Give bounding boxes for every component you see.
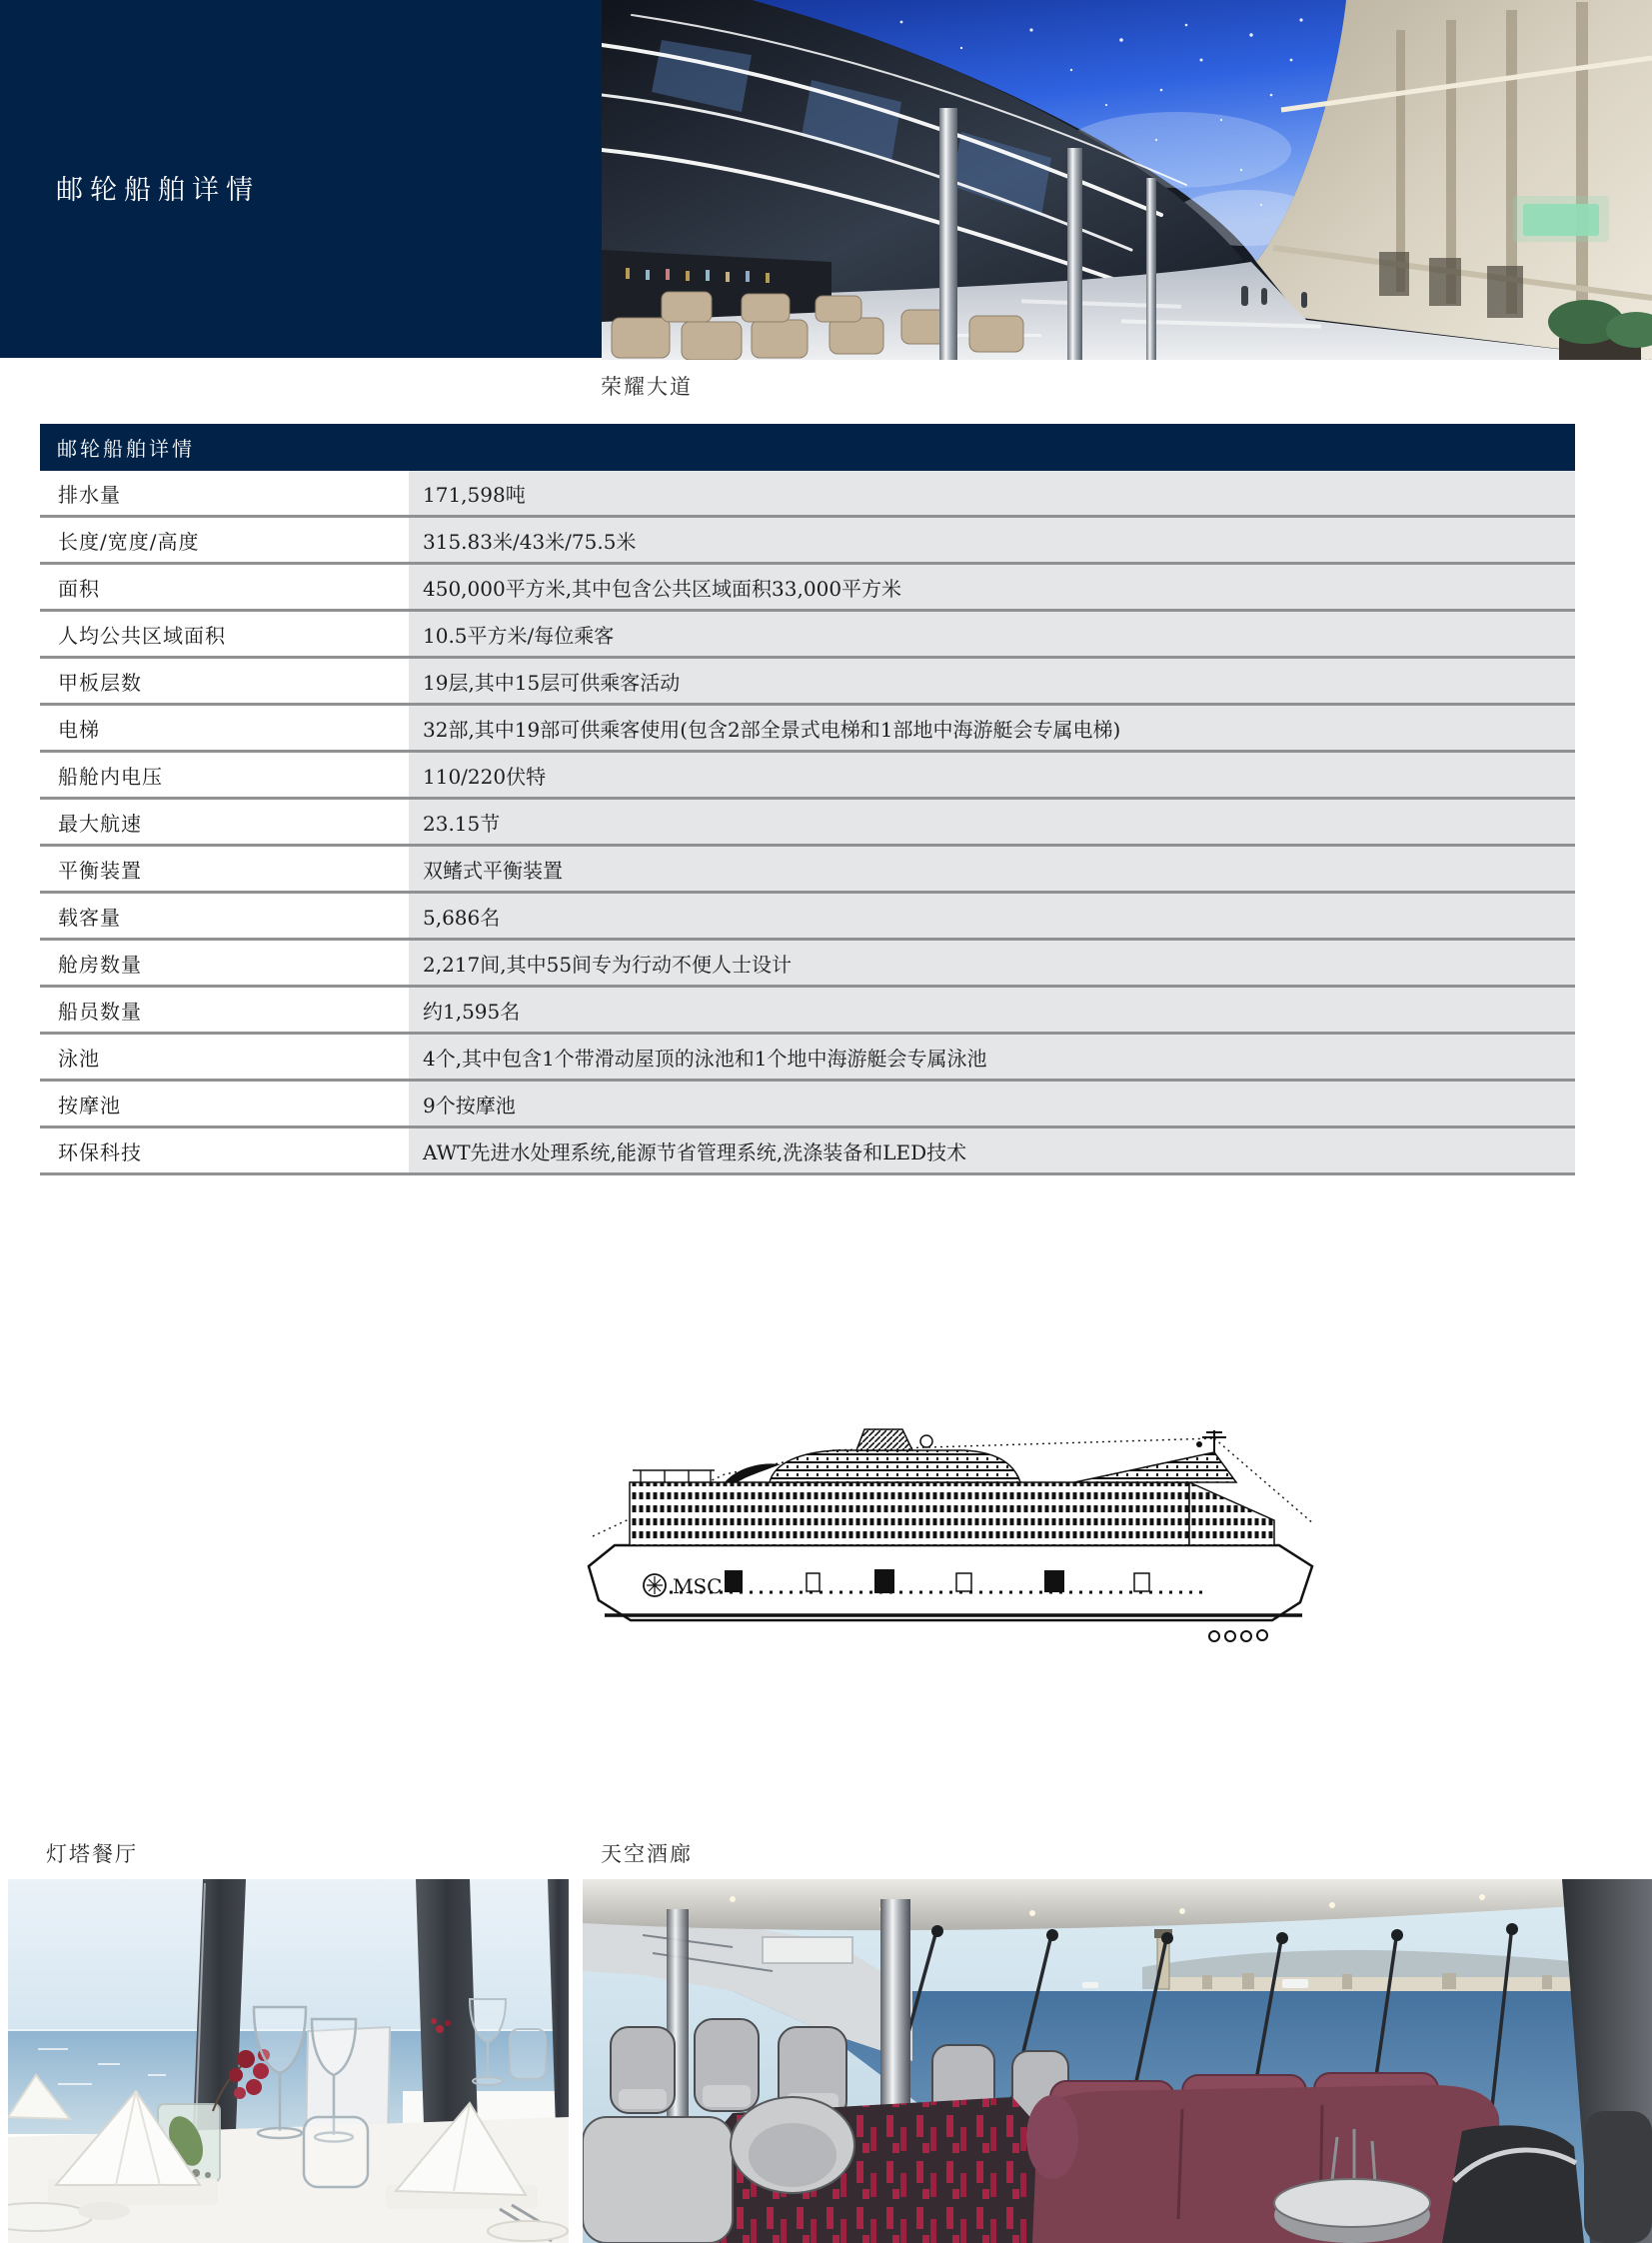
chrome-pillar-2 bbox=[1067, 148, 1082, 360]
spec-value: 10.5平方米/每位乘客 bbox=[409, 612, 1575, 656]
page-title: 邮轮船舶详情 bbox=[56, 175, 260, 206]
aft-mast bbox=[1202, 1430, 1226, 1452]
table-row bbox=[40, 1082, 1575, 1128]
stern-circles bbox=[1209, 1630, 1267, 1641]
aft-upper-decks bbox=[1074, 1452, 1236, 1482]
spec-value: 4个,其中包含1个带滑动屋顶的泳池和1个地中海游艇会专属泳池 bbox=[409, 1035, 1575, 1079]
table-row bbox=[40, 894, 1575, 941]
shop-sign bbox=[1523, 204, 1599, 236]
promenade-photo bbox=[602, 0, 1652, 360]
forward-dome-deck bbox=[770, 1450, 1020, 1482]
table-row bbox=[40, 1035, 1575, 1082]
spec-label: 甲板层数 bbox=[40, 659, 409, 703]
funnel-sphere bbox=[920, 1435, 932, 1447]
spec-value: 2,217间,其中55间专为行动不便人士设计 bbox=[409, 941, 1575, 985]
spec-value: 19层,其中15层可供乘客活动 bbox=[409, 659, 1575, 703]
msc-logo bbox=[644, 1574, 722, 1598]
table-row bbox=[40, 1128, 1575, 1175]
dark-chair-2 bbox=[1584, 2111, 1652, 2243]
table-row bbox=[40, 847, 1575, 894]
foreground-chair bbox=[583, 2117, 733, 2243]
stern-terrace bbox=[1189, 1482, 1274, 1545]
table-row bbox=[40, 565, 1575, 612]
spec-value: 32部,其中19部可供乘客使用(包含2部全景式电梯和1部地中海游艇会专属电梯) bbox=[409, 706, 1575, 750]
ship-illustration bbox=[575, 1424, 1319, 1649]
lounge-caption: 天空酒廊 bbox=[601, 1842, 693, 1866]
table-row bbox=[40, 659, 1575, 706]
restaurant-photo bbox=[8, 1879, 569, 2243]
spec-value: 315.83米/43米/75.5米 bbox=[409, 518, 1575, 562]
bow-railings bbox=[633, 1470, 715, 1482]
spec-value: 5,686名 bbox=[409, 894, 1575, 938]
chrome-pillar bbox=[939, 108, 957, 360]
spec-label: 人均公共区域面积 bbox=[40, 612, 409, 656]
lounge-photo bbox=[583, 1879, 1652, 2243]
maroon-sofa bbox=[1026, 2073, 1504, 2243]
bowl bbox=[78, 2202, 130, 2220]
radar-dish bbox=[1196, 1441, 1202, 1447]
spec-value: 约1,595名 bbox=[409, 988, 1575, 1032]
ship-illustration-art bbox=[575, 1424, 1319, 1649]
spec-value: AWT先进水处理系统,能源节省管理系统,洗涤装备和LED技术 bbox=[409, 1128, 1575, 1172]
spec-table-header: 邮轮船舶详情 bbox=[40, 424, 1575, 471]
spec-label: 平衡装置 bbox=[40, 847, 409, 891]
table-row bbox=[40, 753, 1575, 800]
msc-logo-text: MSC bbox=[673, 1574, 723, 1598]
table-row bbox=[40, 800, 1575, 847]
spec-label: 载客量 bbox=[40, 894, 409, 938]
tumbler-glass bbox=[304, 2117, 368, 2187]
ship-spec-table bbox=[40, 424, 1575, 1175]
table-row bbox=[40, 518, 1575, 565]
spec-label: 环保科技 bbox=[40, 1128, 409, 1172]
hero-navy-panel bbox=[0, 0, 602, 358]
spec-value: 双鳍式平衡装置 bbox=[409, 847, 1575, 891]
spec-value: 9个按摩池 bbox=[409, 1082, 1575, 1125]
table-row bbox=[40, 706, 1575, 753]
chrome-pillar-3 bbox=[1146, 178, 1156, 360]
spec-label: 舱房数量 bbox=[40, 941, 409, 985]
table-row bbox=[40, 988, 1575, 1035]
spec-label: 长度/宽度/高度 bbox=[40, 518, 409, 562]
funnel bbox=[856, 1429, 912, 1450]
lounge-photo-art bbox=[583, 1879, 1652, 2243]
plate-right bbox=[488, 2221, 568, 2241]
spec-value: 23.15节 bbox=[409, 800, 1575, 844]
spec-table-body bbox=[40, 471, 1575, 1175]
round-chair-seat bbox=[749, 2123, 836, 2187]
spec-label: 船舱内电压 bbox=[40, 753, 409, 797]
plate bbox=[8, 2203, 92, 2231]
spec-label: 船员数量 bbox=[40, 988, 409, 1032]
spec-label: 泳池 bbox=[40, 1035, 409, 1079]
window-mullion-2 bbox=[416, 1879, 478, 2125]
table-row bbox=[40, 471, 1575, 518]
bridge-wing bbox=[763, 1937, 852, 1963]
table-row bbox=[40, 941, 1575, 988]
superstructure bbox=[630, 1482, 1189, 1545]
spec-label: 排水量 bbox=[40, 471, 409, 515]
promenade-photo-art bbox=[602, 0, 1652, 360]
dark-chair bbox=[1442, 2125, 1584, 2243]
spec-value: 450,000平方米,其中包含公共区域面积33,000平方米 bbox=[409, 565, 1575, 609]
spec-label: 按摩池 bbox=[40, 1082, 409, 1125]
spec-label: 最大航速 bbox=[40, 800, 409, 844]
promenade-caption: 荣耀大道 bbox=[601, 375, 693, 399]
restaurant-photo-art bbox=[8, 1879, 569, 2243]
bar-counter bbox=[602, 250, 831, 322]
spec-label: 电梯 bbox=[40, 706, 409, 750]
table-row bbox=[40, 612, 1575, 659]
spec-label: 面积 bbox=[40, 565, 409, 609]
spec-value: 171,598吨 bbox=[409, 471, 1575, 515]
spec-value: 110/220伏特 bbox=[409, 753, 1575, 797]
restaurant-caption: 灯塔餐厅 bbox=[46, 1842, 138, 1866]
